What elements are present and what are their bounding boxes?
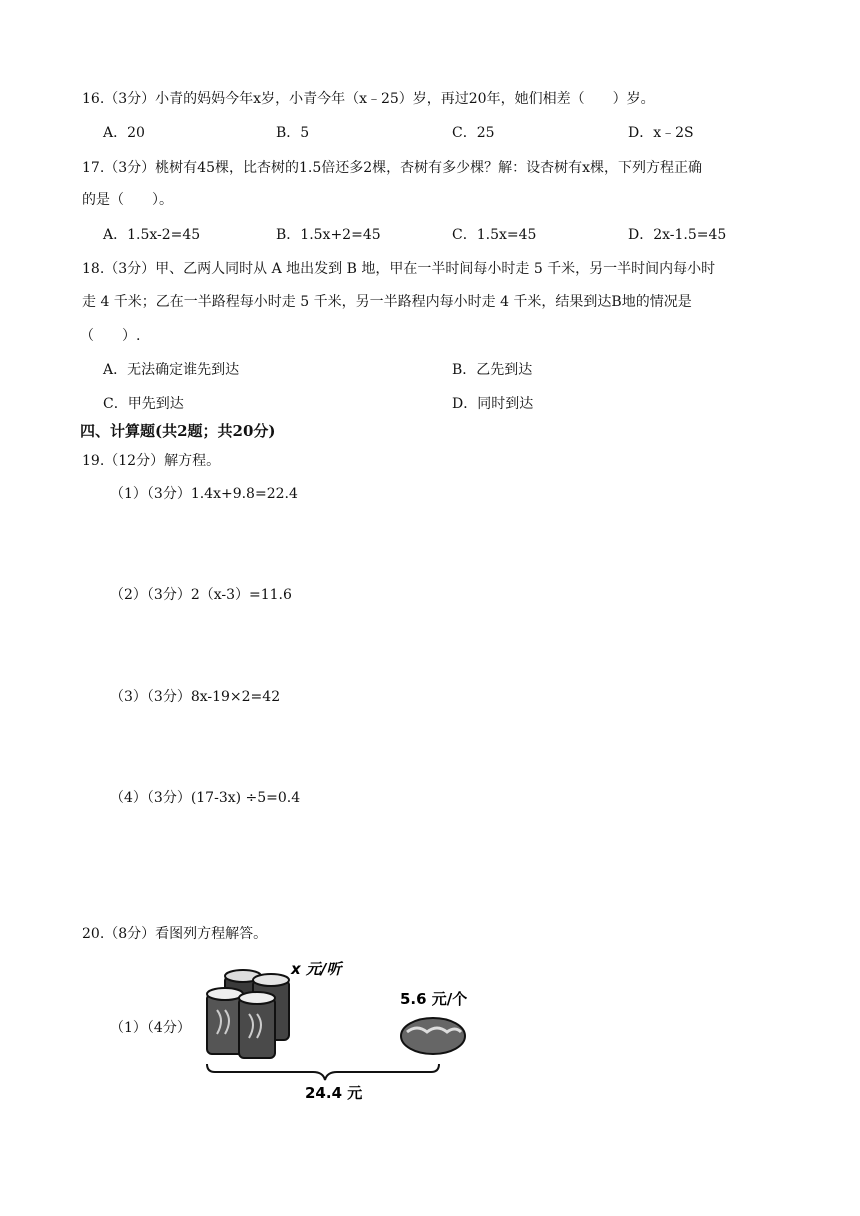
total-brace (207, 1064, 439, 1080)
q18-option-a: A．无法确定谁先到达 (103, 362, 240, 378)
q20-stem: 20.（8分）看图列方程解答。 (82, 926, 268, 942)
q18-stem-line2: 走 4 千米；乙在一半路程每小时走 5 千米，另一半路程内每小时走 4 千米，结果到达B地的情况是 (82, 294, 692, 310)
q18-stem-line3: （ ）. (80, 328, 141, 344)
q17-option-c: C．1.5x=45 (452, 227, 537, 243)
soda-cans-icon (207, 970, 289, 1058)
bread-price-label: 5.6 元/个 (400, 990, 468, 1008)
q17-stem-line1: 17.（3分）桃树有45棵，比杏树的1.5倍还多2棵，杏树有多少棵？解：设杏树有x棵，下列方程正确 (82, 160, 703, 176)
q18-stem-line1: 18.（3分）甲、乙两人同时从 A 地出发到 B 地，甲在一半时间每小时走 5 千米，另一半时间内每小时 (82, 261, 716, 277)
q19-part-4: （4）（3分）(17-3x) ÷5=0.4 (110, 790, 301, 806)
q16-option-a: A．20 (103, 125, 145, 141)
q19-part-1: （1）（3分）1.4x+9.8=22.4 (110, 486, 298, 502)
q19-stem: 19.（12分）解方程。 (82, 453, 221, 469)
q16-stem: 16.（3分）小青的妈妈今年x岁，小青今年（x﹣25）岁，再过20年，她们相差（ ）岁。 (82, 91, 655, 107)
cans-and-bread-figure (195, 958, 495, 1108)
q17-option-a: A．1.5x-2=45 (103, 227, 201, 243)
q17-option-d: D．2x-1.5=45 (628, 227, 727, 243)
q16-option-d: D．x﹣2S (628, 125, 694, 141)
can-price-label: x 元/听 (291, 960, 342, 978)
q16-option-c: C．25 (452, 125, 495, 141)
q17-stem-line2: 的是（ ）。 (82, 192, 173, 208)
q16-option-b: B．5 (276, 125, 310, 141)
q20-part-1-label: （1）（4分） (110, 1020, 191, 1036)
q17-option-b: B．1.5x+2=45 (276, 227, 381, 243)
section-title: 四、计算题(共2题；共20分) (80, 422, 276, 440)
q18-option-b: B．乙先到达 (452, 362, 533, 378)
q19-part-2: （2）（3分）2（x-3）=11.6 (110, 587, 292, 603)
q18-option-d: D．同时到达 (452, 396, 534, 412)
bread-icon (401, 1018, 465, 1054)
q18-option-c: C．甲先到达 (103, 396, 184, 412)
q19-part-3: （3）（3分）8x-19×2=42 (110, 689, 281, 705)
total-label: 24.4 元 (305, 1084, 363, 1102)
